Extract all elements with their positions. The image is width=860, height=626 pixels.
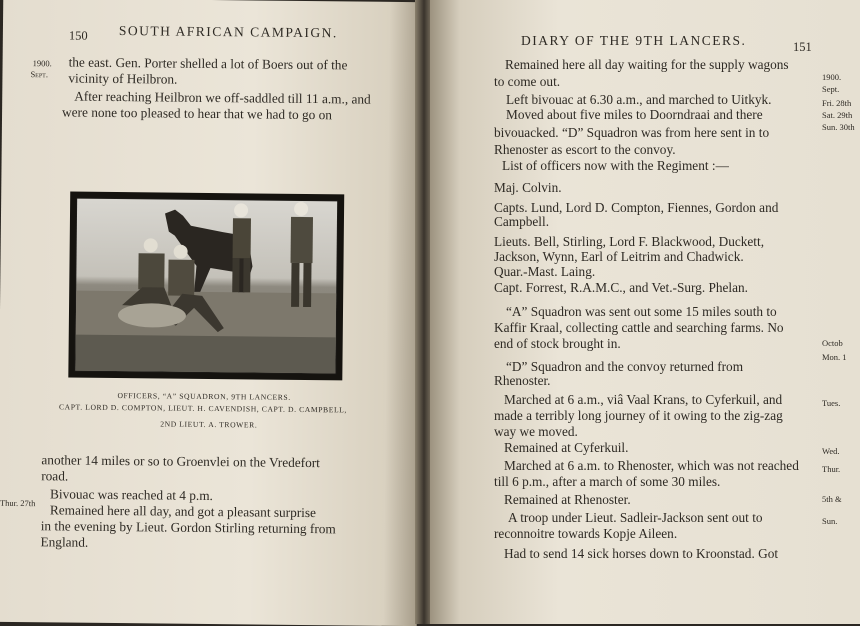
photograph-image [71, 195, 341, 378]
left-text-line: After reaching Heilbron we off-saddled till 11 a.m., and [74, 88, 371, 107]
left-text-line: Remained here all day, and got a pleasant surprise [49, 502, 317, 521]
right-text-line: Rhenoster as escort to the convoy. [494, 142, 676, 157]
photo-caption-line: 2ND LIEUT. A. TROWER. [160, 419, 258, 430]
right-text-line: Marched at 6 a.m. to Rhenoster, which was not reached [504, 458, 799, 473]
margin-date-note: Thur. [822, 464, 841, 474]
right-text-line: till 6 p.m., after a march of some 30 miles. [494, 474, 721, 489]
right-text-line: Quar.-Mast. Laing. [494, 264, 596, 279]
right-text-line: Marched at 6 a.m., viâ Vaal Krans, to Cyferkuil, and [504, 392, 783, 407]
right-text-line: to come out. [494, 74, 561, 89]
right-text-line: Rhenoster. [494, 373, 551, 388]
left-text-line: Bivouac was reached at 4 p.m. [50, 486, 214, 504]
right-text-line: List of officers now with the Regiment :— [502, 158, 729, 173]
right-text-line: end of stock brought in. [494, 336, 621, 351]
right-text-line: Capt. Forrest, R.A.M.C., and Vet.-Surg. Phelan. [494, 280, 748, 295]
right-text-line: “D” Squadron and the convoy returned from [506, 359, 744, 374]
right-text-line: Remained at Cyferkuil. [504, 440, 629, 455]
margin-date-note: Wed. [822, 446, 840, 456]
left-text-line: road. [41, 468, 69, 484]
margin-date-year: 1900. [32, 58, 52, 69]
margin-date-note: Sun. [822, 516, 838, 526]
left-text-line: were none too pleased to hear that we had to go on [62, 104, 333, 123]
left-running-head: SOUTH AFRICAN CAMPAIGN. [118, 23, 338, 41]
right-text-line: Maj. Colvin. [494, 180, 562, 195]
right-text-line: way we moved. [494, 424, 578, 439]
left-page-number: 150 [68, 28, 88, 43]
right-page-number: 151 [793, 40, 812, 54]
right-text-line: Capts. Lund, Lord D. Compton, Fiennes, Gordon and [494, 200, 779, 215]
margin-date-note: Sept. [822, 84, 840, 94]
margin-date-note: Tues. [822, 398, 841, 408]
right-text-line: reconnoitre towards Kopje Aileen. [494, 526, 678, 541]
left-text-line: the east. Gen. Porter shelled a lot of Boers out of the [68, 54, 348, 73]
right-text-line: Left bivouac at 6.30 a.m., and marched to Uitkyk. [506, 92, 772, 107]
margin-date-note: Sat. 29th [822, 110, 853, 120]
right-text-line: Had to send 14 sick horses down to Kroonstad. Got [504, 546, 779, 561]
right-text-line: Jackson, Wynn, Earl of Leitrim and Chadwick. [494, 249, 744, 264]
right-text-line: “A” Squadron was sent out some 15 miles south to [506, 304, 777, 319]
right-text-line: Lieuts. Bell, Stirling, Lord F. Blackwood, Duckett, [494, 234, 765, 249]
right-text-line: made a terribly long journey of it owing to the zig-zag [494, 408, 783, 423]
margin-date-note: 1900. [822, 72, 842, 82]
right-text-line: Remained here all day waiting for the supply wagons [505, 57, 789, 72]
right-page [430, 0, 860, 624]
left-page [0, 0, 423, 626]
right-running-head: DIARY OF THE 9TH LANCERS. [521, 33, 747, 48]
left-text-line: England. [40, 534, 89, 550]
photo-caption-line: CAPT. LORD D. COMPTON, LIEUT. H. CAVENDISH, CAPT. D. CAMPBELL, [58, 402, 347, 415]
margin-date-note: 5th & [822, 494, 842, 504]
margin-date-note: Sun. 30th [822, 122, 855, 132]
photo-caption-title: OFFICERS, “A” SQUADRON, 9TH LANCERS. [117, 391, 291, 402]
right-text-line: bivouacked. “D” Squadron was from here sent in to [494, 125, 770, 140]
margin-date-note: Octob [822, 338, 843, 348]
right-text-line: Moved about five miles to Doorndraai and there [506, 107, 763, 122]
margin-date-thur: Thur. 27th [0, 497, 36, 509]
margin-date-note: Fri. 28th [822, 98, 852, 108]
right-text-line: Campbell. [494, 214, 550, 229]
left-text-line: vicinity of Heilbron. [68, 70, 178, 87]
right-text-line: A troop under Lieut. Sadleir-Jackson sent out to [508, 510, 763, 525]
margin-date-month: Sept. [30, 69, 49, 80]
margin-date-note: Mon. 1 [822, 352, 847, 362]
officers-photograph [71, 195, 341, 378]
right-text-line: Kaffir Kraal, collecting cattle and searching farms. No [494, 320, 784, 335]
left-text-line: another 14 miles or so to Groenvlei on the Vredefort [41, 452, 321, 471]
left-text-line: in the evening by Lieut. Gordon Stirling returning from [40, 518, 336, 537]
right-text-line: Remained at Rhenoster. [504, 492, 631, 507]
